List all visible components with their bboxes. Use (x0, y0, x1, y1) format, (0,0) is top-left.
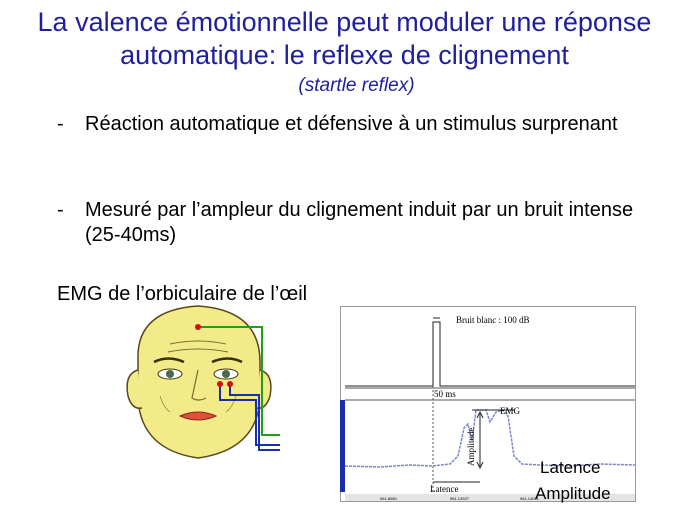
latence-label: Latence (430, 484, 459, 494)
eye-electrode-1 (217, 381, 223, 387)
latence-caption: Latence (540, 458, 601, 477)
axis-tick: 961,13927 (450, 496, 469, 501)
emg-heading: EMG de l’orbiculaire de l’œil (57, 283, 308, 305)
bullet-item (57, 198, 657, 248)
bullet-dash: - (57, 113, 64, 135)
slide-title: La valence émotionnelle peut moduler une réponse automatique: le reflexe de clignement (37, 7, 652, 70)
amplitude-caption: Amplitude (535, 484, 611, 503)
bullet-dash: - (57, 199, 64, 221)
noise-label: Bruit blanc : 100 dB (456, 315, 530, 325)
axis-tick: 961,8080 (380, 496, 397, 501)
bullet-item (57, 112, 657, 137)
forehead-electrode (195, 324, 201, 330)
emg-label: EMG (500, 406, 520, 416)
slide-subtitle: (startle reflex) (298, 75, 415, 96)
bullet-text: Réaction automatique et défensive à un stimulus surprenant (85, 113, 618, 135)
amplitude-label: Amplitude (466, 427, 476, 466)
eye-electrode-2 (227, 381, 233, 387)
axis-tick: 961,14021 (520, 496, 539, 501)
ms-label: 50 ms (434, 389, 456, 399)
face-illustration (120, 300, 285, 460)
bullet-text: Mesuré par l’ampleur du clignement induit par un bruit intense (25-40ms) (85, 199, 634, 246)
